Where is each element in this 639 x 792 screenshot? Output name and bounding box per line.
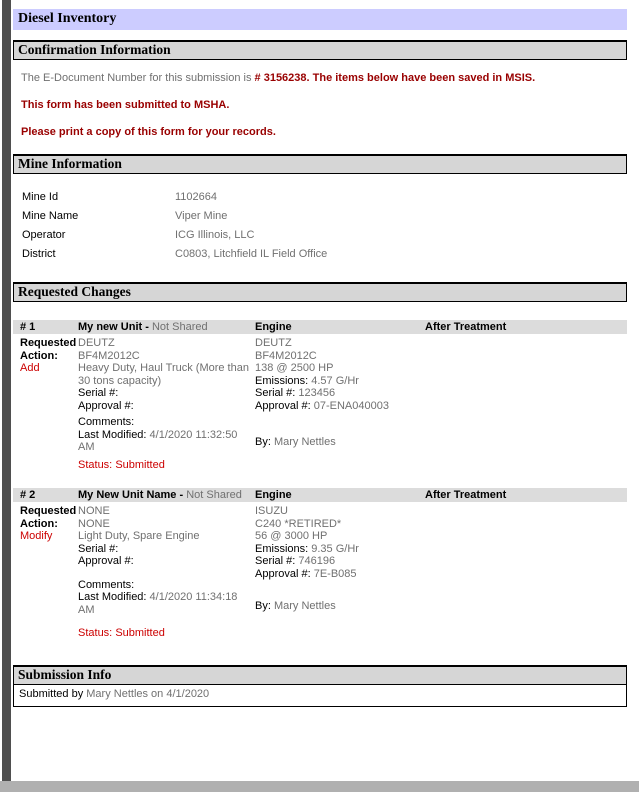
serial-label: Serial #:	[78, 387, 119, 399]
unit-name: My new Unit -	[78, 321, 149, 333]
unit-name: My New Unit Name -	[78, 489, 184, 501]
mine-information-section	[13, 154, 627, 274]
unit-shared-status: Not Shared	[186, 489, 242, 501]
comments-label: Comments:	[78, 416, 135, 428]
serial-label: Serial #:	[78, 542, 119, 555]
unit-serial-line	[78, 543, 249, 556]
action-value: Modify	[20, 530, 53, 542]
requested-action-label: Requested Action:	[20, 337, 77, 362]
engine-emissions-value: 9.35 G/Hr	[311, 542, 359, 555]
district-label: District	[22, 248, 56, 260]
engine-horsepower: 56 @ 3000 HP	[255, 530, 328, 542]
unit-comments-line	[78, 579, 249, 592]
approval-label: Approval #:	[255, 567, 311, 580]
requested-action-cell	[20, 337, 78, 471]
form-content	[13, 9, 627, 707]
unit-type: Heavy Duty, Haul Truck (More than 30 tons capacity)	[78, 362, 249, 387]
unit-shared-status: Not Shared	[151, 321, 208, 333]
confirmation-section	[13, 40, 627, 149]
engine-serial-value: 746196	[298, 555, 336, 567]
window-left-frame-bar	[2, 0, 11, 781]
emissions-label: Emissions:	[255, 542, 309, 555]
unit-number: # 1	[20, 321, 36, 333]
unit-make: NONE	[78, 505, 110, 517]
confirmation-body	[13, 60, 627, 149]
submitted-by-value: Mary Nettles on 4/1/2020	[86, 687, 210, 700]
unit-1-block	[13, 320, 627, 471]
unit-details-cell	[78, 337, 255, 471]
operator-row	[22, 226, 627, 245]
engine-serial-line	[255, 387, 419, 400]
unit-model: NONE	[78, 517, 110, 530]
district-value: C0803, Litchfield IL Field Office	[175, 248, 328, 260]
mine-id-value: 1102664	[175, 191, 218, 203]
requested-action-label: Requested Action:	[20, 505, 77, 530]
requested-action-cell	[20, 505, 78, 640]
engine-make: DEUTZ	[255, 337, 292, 349]
unit-serial-line	[78, 387, 249, 400]
operator-label: Operator	[22, 229, 66, 241]
unit-comments-line	[78, 416, 249, 429]
emissions-label: Emissions:	[255, 374, 309, 387]
engine-serial-value: 123456	[298, 387, 336, 399]
status-label: Status:	[78, 458, 113, 471]
submission-info-section	[13, 665, 627, 707]
submitted-to-msha-line: This form has been submitted to MSHA.	[21, 99, 230, 111]
serial-label: Serial #:	[255, 387, 296, 399]
approval-label: Approval #:	[255, 399, 311, 412]
unit-name-cell	[78, 321, 255, 333]
after-treatment-column-header: After Treatment	[425, 321, 507, 333]
unit-approval-line	[78, 555, 249, 568]
operator-value: ICG Illinois, LLC	[175, 229, 255, 241]
engine-emissions-line	[255, 375, 419, 388]
unit-status-value: Submitted	[115, 458, 165, 471]
requested-changes-section-header: Requested Changes	[13, 282, 627, 302]
engine-details-cell	[255, 337, 425, 471]
unit-details-cell	[78, 505, 255, 640]
mine-id-row	[22, 188, 627, 207]
engine-emissions-line	[255, 543, 419, 556]
mine-info-table	[13, 174, 627, 274]
engine-horsepower: 138 @ 2500 HP	[255, 362, 334, 374]
by-label: By:	[255, 436, 271, 448]
last-modified-label: Last Modified:	[78, 428, 147, 441]
submission-info-section-header: Submission Info	[13, 665, 627, 685]
submission-info-body	[13, 685, 627, 707]
unit-make: DEUTZ	[78, 337, 115, 349]
comments-label: Comments:	[78, 578, 135, 591]
district-row	[22, 245, 627, 264]
after-treatment-cell	[425, 505, 619, 640]
window-bottom-frame-bar	[0, 781, 639, 792]
after-treatment-cell	[425, 337, 619, 471]
after-treatment-column-header: After Treatment	[425, 489, 507, 501]
engine-serial-line	[255, 555, 419, 568]
edocument-prefix-text: The E-Document Number for this submission is	[21, 72, 255, 84]
engine-approval-value: 07-ENA040003	[313, 399, 389, 412]
unit-1-header-row	[13, 320, 627, 334]
unit-last-modified-value: 4/1/2020 11:34:18 AM	[78, 591, 238, 616]
unit-last-modified-line	[78, 591, 249, 616]
serial-label: Serial #:	[255, 555, 296, 567]
confirmation-section-header: Confirmation Information	[13, 40, 627, 60]
engine-approval-value: 7E-B085	[313, 567, 357, 580]
engine-column-header: Engine	[255, 321, 292, 333]
approval-label: Approval #:	[78, 399, 134, 412]
unit-status-line	[78, 459, 249, 472]
unit-status-line	[78, 627, 249, 640]
unit-1-details	[13, 334, 627, 471]
unit-last-modified-value: 4/1/2020 11:32:50 AM	[78, 428, 238, 453]
status-label: Status:	[78, 627, 113, 639]
edocument-number-text: # 3156238. The items below have been saved in MSIS.	[254, 72, 536, 84]
engine-approval-line	[255, 400, 419, 413]
by-label: By:	[255, 600, 271, 612]
submitted-by-label: Submitted by	[19, 687, 87, 700]
mine-id-label: Mine Id	[22, 191, 59, 203]
engine-model: C240 *RETIRED*	[255, 517, 342, 530]
engine-emissions-value: 4.57 G/Hr	[311, 374, 359, 387]
engine-model: BF4M2012C	[255, 349, 317, 362]
action-value: Add	[20, 362, 40, 374]
unit-last-modified-line	[78, 429, 249, 454]
engine-make: ISUZU	[255, 505, 288, 517]
unit-2-header-row	[13, 488, 627, 502]
print-copy-line: Please print a copy of this form for your records.	[21, 126, 276, 138]
mine-information-section-header: Mine Information	[13, 154, 627, 174]
approval-label: Approval #:	[78, 555, 134, 567]
unit-2-block	[13, 488, 627, 640]
unit-model: BF4M2012C	[78, 349, 140, 362]
engine-by-line	[255, 436, 419, 449]
requested-changes-section	[13, 282, 627, 640]
unit-number: # 2	[20, 489, 36, 501]
edocument-line	[21, 72, 627, 85]
mine-name-row	[22, 207, 627, 226]
last-modified-label: Last Modified:	[78, 591, 147, 603]
mine-name-value: Viper Mine	[175, 210, 228, 222]
unit-type: Light Duty, Spare Engine	[78, 530, 200, 542]
unit-status-value: Submitted	[115, 627, 165, 639]
engine-by-line	[255, 600, 419, 613]
unit-name-cell	[78, 489, 255, 501]
unit-approval-line	[78, 400, 249, 413]
engine-approval-line	[255, 568, 419, 581]
mine-name-label: Mine Name	[22, 210, 79, 222]
engine-by-value: Mary Nettles	[273, 600, 336, 612]
page-title: Diesel Inventory	[13, 9, 627, 30]
unit-2-details	[13, 502, 627, 640]
engine-details-cell	[255, 505, 425, 640]
engine-column-header: Engine	[255, 489, 292, 501]
engine-by-value: Mary Nettles	[273, 436, 336, 448]
